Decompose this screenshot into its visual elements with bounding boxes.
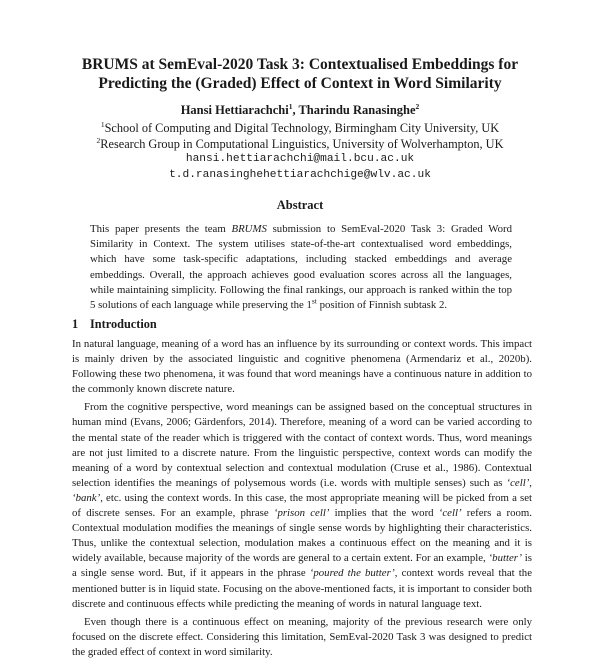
title-line-2: Predicting the (Graded) Effect of Context in Word Similarity <box>98 75 502 92</box>
text-run: refers a room. Contextual modulation modifies the meanings of single sense words by highlighting their characteristics. Thus, unlike the contextual selection, modulation makes a continuous effect on the meaning and it is widely available, because majority of the words are general to a certain extent. For an example, <box>72 507 533 565</box>
section-title: Introduction <box>90 317 157 331</box>
affiliation <box>60 121 540 136</box>
author-affil-mark: 2 <box>415 101 420 111</box>
author-email[interactable]: hansi.hettiarachchi@mail.bcu.ac.uk <box>185 153 415 165</box>
abstract-text <box>90 222 512 313</box>
example-term: ‘cell’ <box>506 476 530 489</box>
title-line-1: BRUMS at SemEval-2020 Task 3: Contextualised Embeddings for <box>81 56 519 73</box>
abstract-heading: Abstract <box>276 198 324 212</box>
author-email[interactable]: t.d.ranasinghehettiarachchige@wlv.ac.uk <box>169 169 431 181</box>
section-number: 1 <box>72 317 79 331</box>
text-run: is a single sense word. But, if it appears in the phrase <box>72 552 532 580</box>
text-run: , <box>529 476 532 489</box>
text-run: , context words reveal that the mentioned butter is in liquid state. Focusing on the above-mentioned facts, it is important to consider both discrete and continuous effects while predicting the meaning of words in natural language text. <box>72 567 532 610</box>
paragraph: In natural language, meaning of a word has an influence by its surrounding or context words. This impact is mainly driven by the associated linguistic and cognitive phenomena (Armendariz et al., 2020b). Following these two phenomena, it was found that word meanings have a continuous nature in addition to the commonly known discrete nature. <box>72 338 532 396</box>
example-term: ‘butter’ <box>488 552 522 565</box>
section-heading <box>72 317 157 332</box>
example-term: ‘bank’ <box>72 491 101 504</box>
author-name: Hansi Hettiarachchi <box>180 103 289 117</box>
affiliation-mark: 2 <box>96 135 101 145</box>
example-term: ‘cell’ <box>438 507 462 520</box>
example-term: ‘poured the butter’ <box>309 567 395 580</box>
author-separator: , <box>292 103 299 117</box>
affiliation-text: Research Group in Computational Linguistics, University of Wolverhampton, UK <box>100 137 504 151</box>
abstract-text-part: position of Finnish subtask 2. <box>316 299 448 312</box>
abstract-text-part: This paper presents the team <box>90 223 232 235</box>
example-term: ‘prison cell’ <box>273 507 330 520</box>
affiliation <box>60 137 540 152</box>
affiliation-mark: 1 <box>100 119 105 129</box>
section-body <box>72 337 532 660</box>
text-run: , etc. using the context words. In this case, the most appropriate meaning will be picked from a set of discrete senses. For an example, phrase <box>72 491 532 520</box>
author-name: Tharindu Ranasinghe <box>298 103 416 117</box>
abstract-text-part: submission to SemEval-2020 Task 3: Graded Word Similarity in Context. The system utilises state-of-the-art contextualised word embeddings, which have some task-specific adaptations, including stacked embeddings and average embeddings. Overall, the approach achieves good evaluation scores across all the languages, while maintaining simplicity. Following the final rankings, our approach is ranked within the top 5 solutions of each language while preserving the 1 <box>90 223 512 312</box>
author-affil-mark: 1 <box>288 101 293 111</box>
affiliation-text: School of Computing and Digital Technology, Birmingham City University, UK <box>104 121 500 135</box>
paragraph <box>72 400 532 611</box>
text-run: implies that the word <box>329 507 439 520</box>
team-name: BRUMS <box>231 223 267 235</box>
ordinal-suffix: st <box>311 296 317 306</box>
text-run: From the cognitive perspective, word meanings can be assigned based on the conceptual structures in human mind (Evans, 2006; Gärdenfors, 2014). Therefore, meaning of a word can be varied according to the mental state of the reader which is triggered with the contact of context words. Thus, word meanings are not just limited to a discrete nature. From the linguistic perspective, context words can modify the meaning of a word by contextual selection and contextual modulation (Cruse et al., 1986). Contextual selection identifies the meanings of polysemous words (i.e. words with multiple senses) such as <box>72 401 532 489</box>
author-list <box>60 103 540 118</box>
paper-title <box>60 55 540 93</box>
paragraph: Even though there is a continuous effect on meaning, majority of the previous research were only focused on the discrete effect. Considering this limitation, SemEval-2020 Task 3 was designed to predict the graded effect of context in word similarity. <box>72 615 532 658</box>
